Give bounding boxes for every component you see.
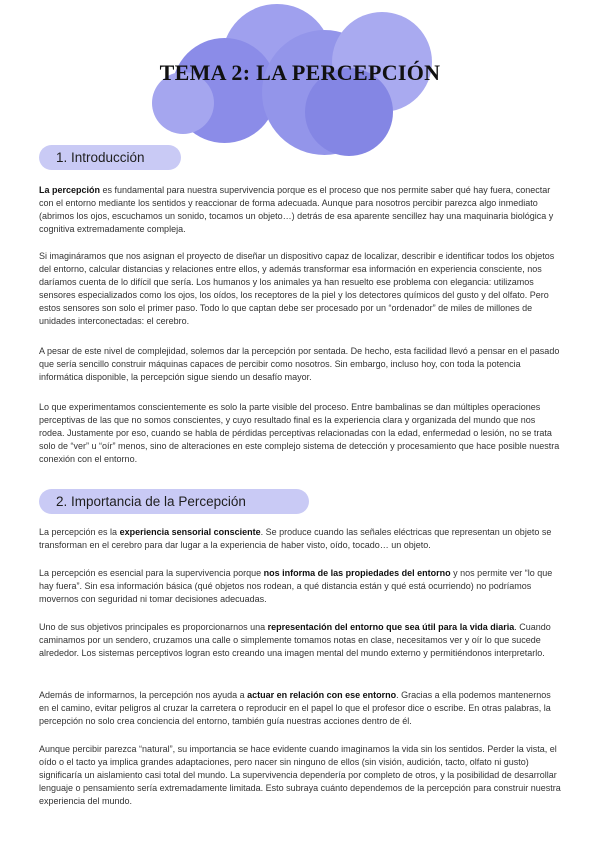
bold-term: actuar en relación con ese entorno [247, 690, 397, 700]
section-heading-importancia: 2. Importancia de la Percepción [39, 489, 309, 514]
paragraph: A pesar de este nivel de complejidad, solemos dar la percepción por sentada. De hecho, esta facilidad llevó a pensar en el pasado que sería sencillo construir máquinas capaces de percibir como nosotros. Sin embargo, incluso hoy, con toda la potencia informática disponible, la percepción sigue siendo un desafío mayor. [39, 346, 560, 382]
paragraph: Lo que experimentamos conscientemente es solo la parte visible del proceso. Entre bambalinas se dan múltiples operaciones perceptivas de las que no somos conscientes, y cuyo resultado final es la experiencia clara y organizada del mundo que nos rodea. Justamente por eso, cuando se habla de pérdidas perceptivas relacionadas con la edad, enfermedad o lesión, no se trata solo de “ver” u “oír” menos, sino de alteraciones en este complejo sistema de detección y procesamiento que hace posible nuestra conexión con el entorno. [39, 402, 560, 464]
paragraph: Uno de sus objetivos principales es proporcionarnos una representación del entorno que sea útil para la vida diaria. Cuando caminamos por un sendero, cruzamos una calle o simplemente tomamos notas en clase, necesitamos ver y oír lo que sucede alrededor. Los sistemas perceptivos logran esto creando una imagen mental del mundo externo y permitiéndonos interpretarlo. [39, 622, 551, 658]
bold-term: La percepción [39, 185, 101, 195]
paragraph: Aunque percibir parezca “natural”, su importancia se hace evidente cuando imaginamos la vida sin los sentidos. Perder la vista, el oído o el tacto ya implica grandes adaptaciones, pero nacer sin ninguno de ellos (sin visión, audición, tacto, olfato ni gusto) significaría un aislamiento casi total del mundo. La supervivencia dependería por completo de otros, y la posibilidad de desarrollar lenguaje o pensamiento sería extremadamente limitada. Esto subraya cuánto dependemos de la percepción para construir nuestra experiencia del mundo. [39, 744, 561, 806]
paragraph: La percepción es la experiencia sensorial consciente. Se produce cuando las señales eléctricas que representan un objeto se transforman en el cerebro para dar lugar a la experiencia de haber visto, oído, tocado… un objeto. [39, 527, 552, 550]
paragraph: Si imagináramos que nos asignan el proyecto de diseñar un dispositivo capaz de localizar, describir e identificar todos los objetos del entorno, calcular distancias y relaciones entre ellos, y además transformar esa información en experiencia consciente, nos daríamos cuenta de lo difícil que sería. Los humanos y los animales ya han resuelto ese problema con elegancia: utilizamos sensores especializados como los ojos, los oídos, los receptores de la piel y los detectores químicos del gusto y del olfato. Pero estos sensores son solo el primer paso. Todo lo que captan debe ser procesado por un “ordenador” de miles de millones de unidades interconectadas: el cerebro. [39, 251, 555, 326]
section-heading-introduccion: 1. Introducción [39, 145, 181, 170]
paragraph: La percepción es fundamental para nuestra supervivencia porque es el proceso que nos permite saber qué hay fuera, conectar con el entorno mediante los sentidos y reaccionar de forma adecuada. Aunque para nosotros percibir parezca algo inmediato (abrimos los ojos, escuchamos un sonido, tocamos un objeto…) detrás de esa aparente sencillez hay una maquinaria biológica y cognitiva extremadamente compleja. [39, 185, 554, 234]
bold-term: experiencia sensorial consciente [119, 527, 261, 537]
bold-term: nos informa de las propiedades del entorno [263, 568, 451, 578]
paragraph: La percepción es esencial para la supervivencia porque nos informa de las propiedades del entorno y nos permite ver “lo que hay fuera”. Sin esa información básica (qué objetos nos rodean, a qué distancia están y qué está ocurriendo) no podríamos movernos con seguridad ni tomar decisiones adecuadas. [39, 568, 553, 604]
bold-term: representación del entorno que sea útil para la vida diaria [267, 622, 515, 632]
page-title: TEMA 2: LA PERCEPCIÓN [159, 60, 441, 85]
paragraph: Además de informarnos, la percepción nos ayuda a actuar en relación con ese entorno. Gracias a ella podemos mantenernos en el camino, evitar peligros al cruzar la carretera o reproducir en el papel lo que el profesor dice o escribe. En otras palabras, la percepción no solo crea conciencia del entorno, también guía nuestras acciones dentro de él. [39, 690, 551, 726]
